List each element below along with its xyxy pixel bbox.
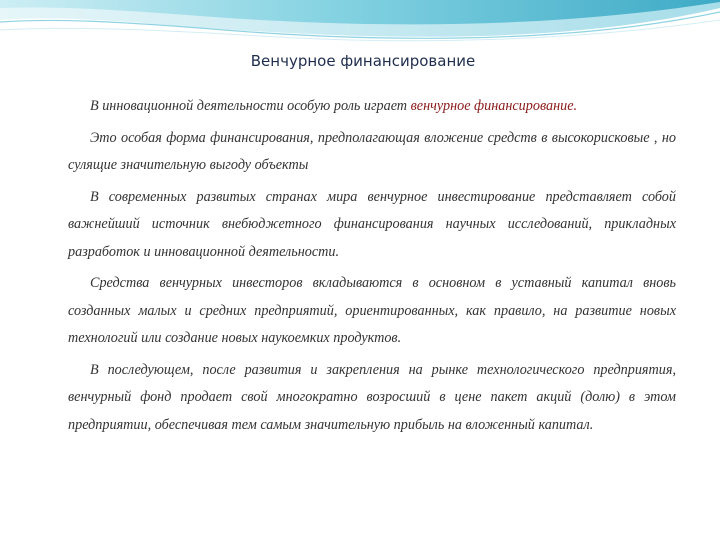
paragraph-definition: Это особая форма финансирования, предполагающая вложение средств в высокорисковые , но сулящие значительную выгоду объекты	[68, 129, 676, 173]
intro-text: В инновационной деятельности особую роль играет	[90, 98, 411, 114]
paragraph-investor-funds: Средства венчурных инвесторов вкладываются в основном в уставный капитал вновь созданных малых и средних предприятий, ориентированных, как правило, на развитие новых технологий или создание новых наукоемких продуктов.	[68, 275, 676, 346]
header-wave-decoration	[0, 0, 720, 50]
slide-title: Венчурное финансирование	[250, 52, 476, 70]
paragraph-developed-countries: В современных развитых странах мира венчурное инвестирование представляет собой важнейший источник внебюджетного финансирования научных исследований, прикладных разработок и инновационной деятельности.	[68, 188, 676, 260]
venture-financing-term: венчурное финансирование.	[410, 98, 578, 114]
slide-body	[68, 93, 676, 439]
paragraph-intro	[68, 93, 676, 121]
paragraph-subsequent-sale: В последующем, после развития и закрепления на рынке технологического предприятия, венчурный фонд продает свой многократно возросший в цене пакет акций (долю) в этом предприятии, обеспечивая тем самым значительную прибыль на вложенный капитал.	[68, 361, 676, 433]
